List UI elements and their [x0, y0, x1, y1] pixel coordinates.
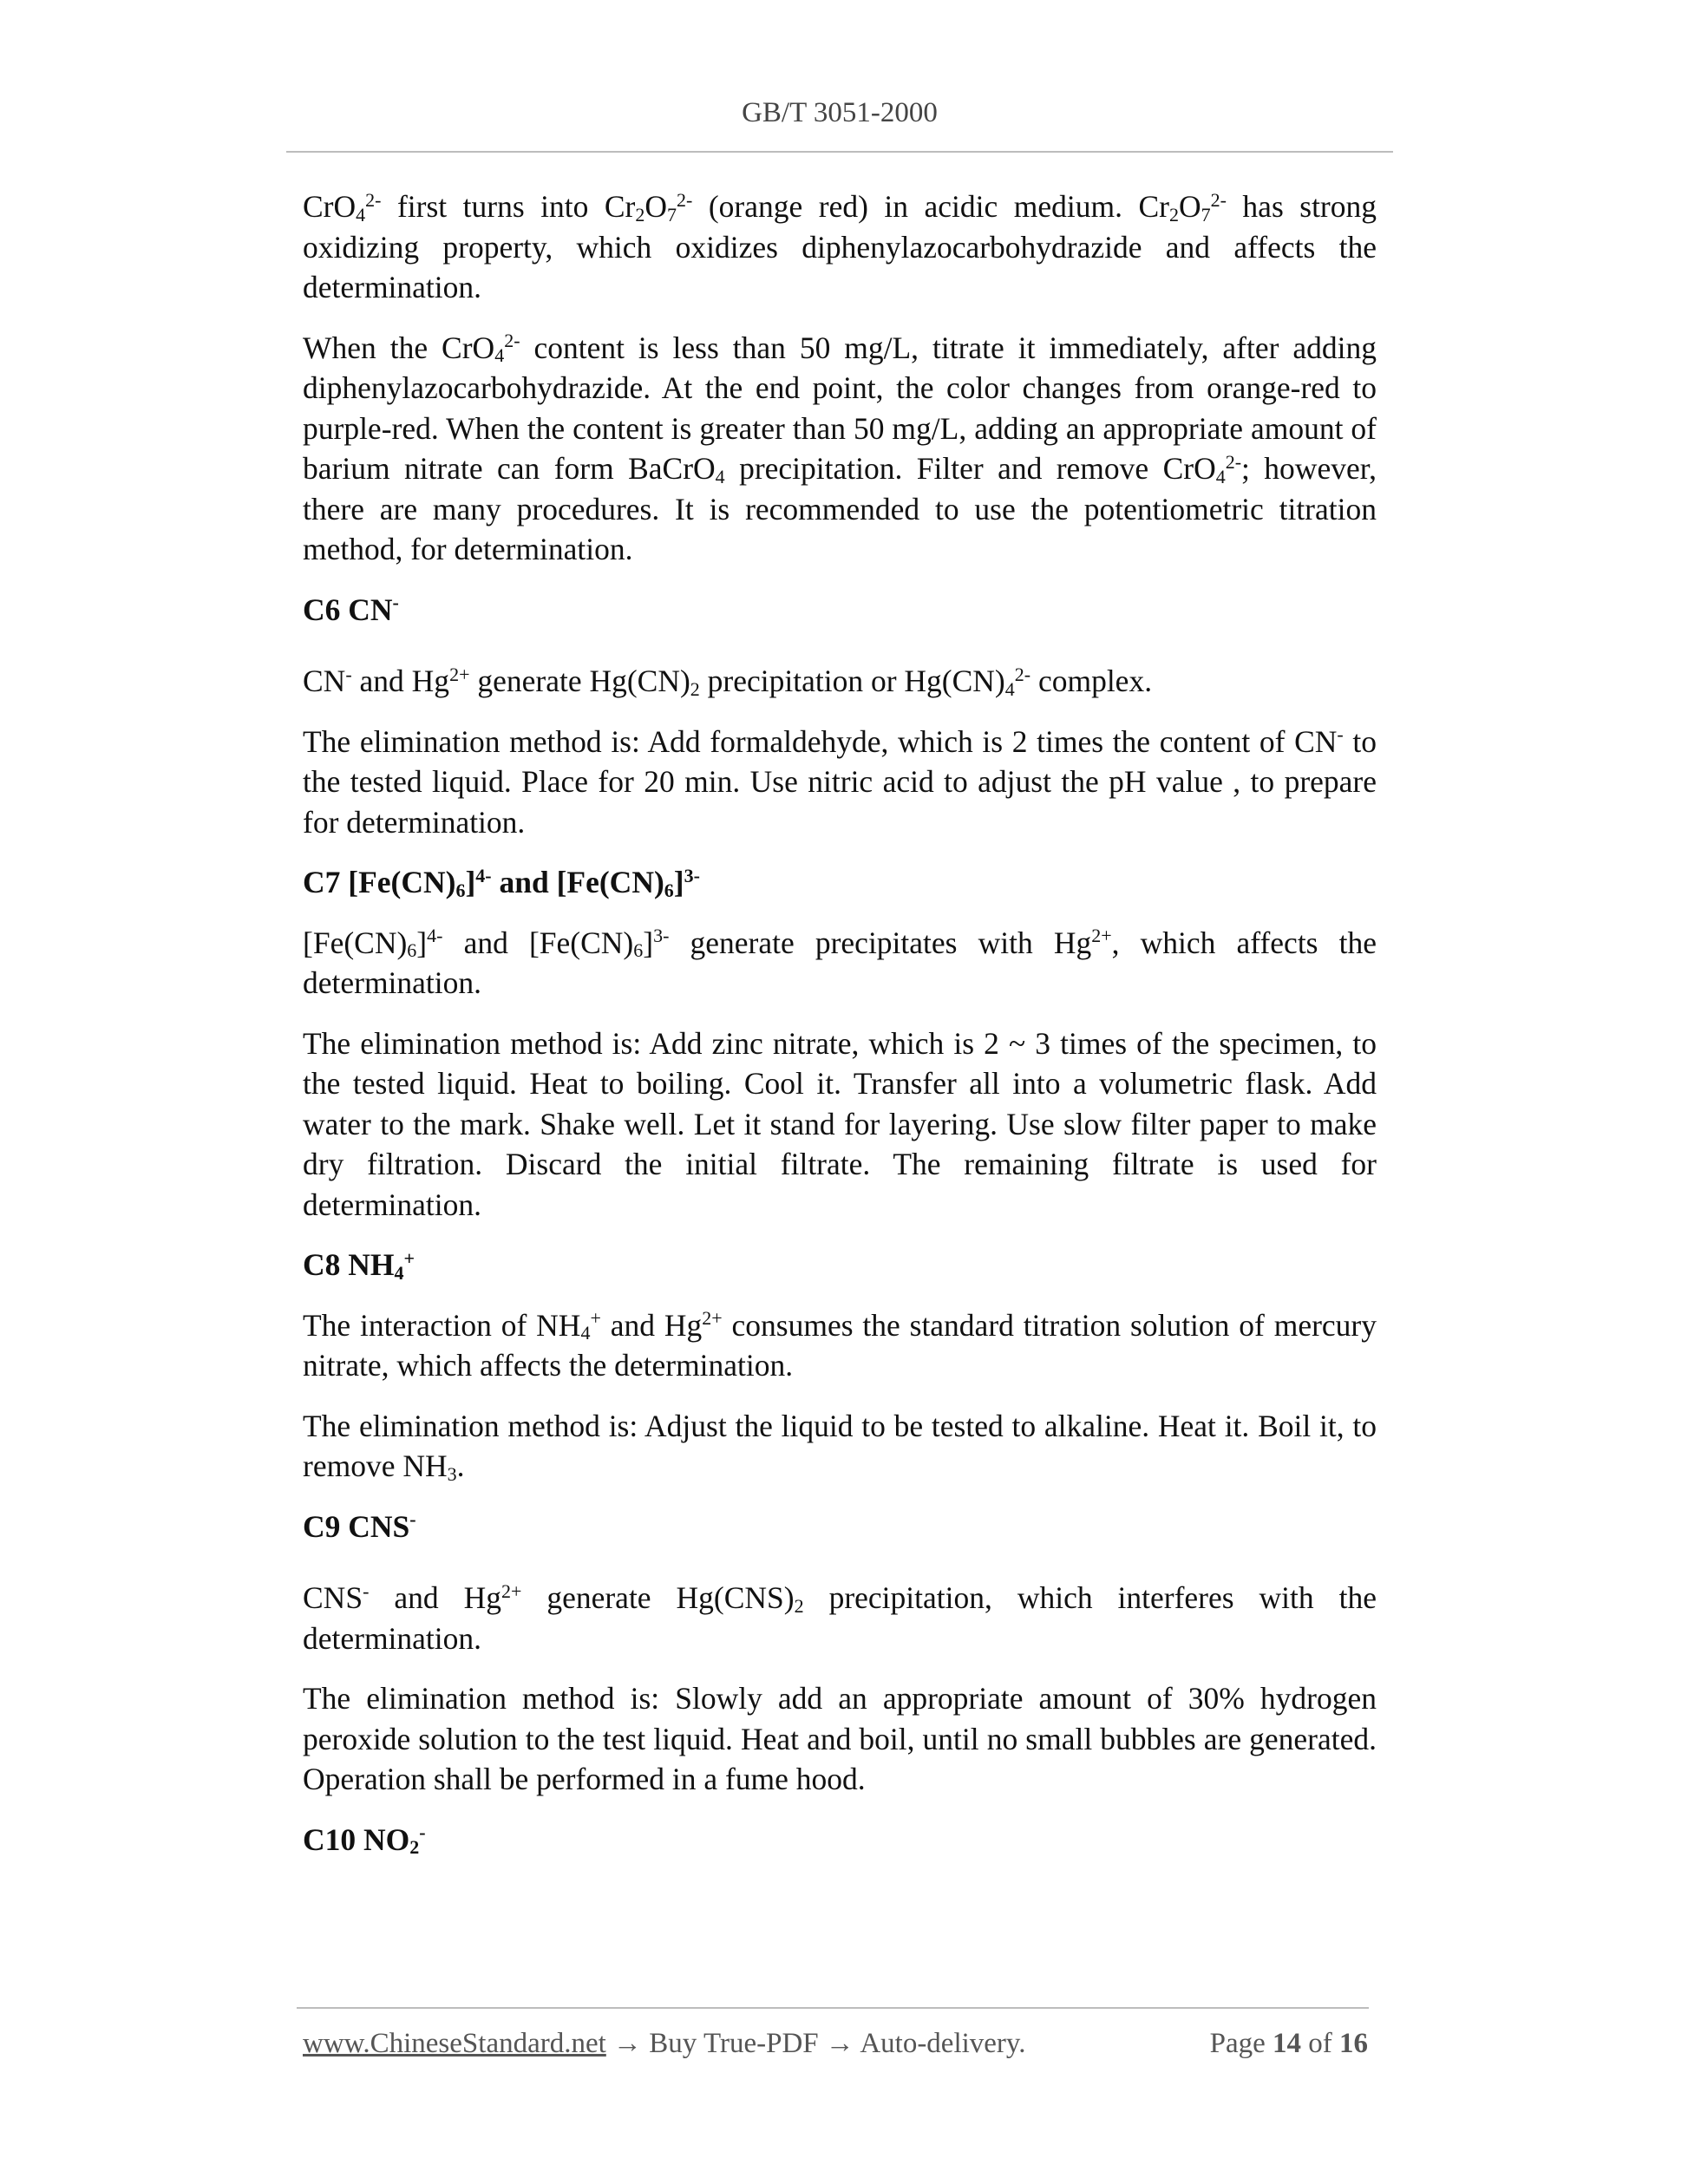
section-heading-c6: C6 CN- [303, 592, 399, 627]
buy-pdf-text: Buy True-PDF [649, 2028, 819, 2059]
total-pages: 16 [1339, 2028, 1368, 2059]
footer-divider [297, 2007, 1369, 2009]
paragraph-zinc-nitrate: The elimination method is: Add zinc nitrate, which is 2 ~ 3 times of the specimen, to the tested liquid. Heat to boiling. Cool it. Transfer all into a volumetric flask. Add water to the mark. Shake well. Let it stand for layering. Use slow filter paper to make dry filtration. Discard the initial filtrate. The remaining filtrate is used for determination. [303, 1025, 1377, 1222]
current-page: 14 [1273, 2028, 1301, 2059]
paragraph-cro4-acidic: CrO$_4^{2-}$ first turns into $Cr_2O_7^{2-}$ (orange red) in acidic medium. $Cr_2O_7^{2-}$ has strong oxidizing property, which oxidizes diphenylazocarbohydrazide and affects the determination. [303, 188, 1377, 304]
document-header [286, 97, 1393, 129]
paragraph-nh4-hg: The interaction of $NH_4^+$ and $Hg^{2+}$ consumes the standard titration solution of mercury nitrate, which affects the determination. [303, 1307, 1377, 1383]
arrow-icon: → [605, 2028, 650, 2059]
paragraph-cn-hg: CN- and $Hg^{2+}$ generate $Hg(CN)_2$ precipitation or $Hg(CN)_4^{2-}$ complex. [303, 663, 1153, 700]
page-content [303, 186, 1377, 1860]
section-heading-c7: C7 $[Fe(CN)_6]^{4-}$ and $[Fe(CN)_6]^{3-}$ [303, 864, 700, 901]
page-number [1210, 2028, 1368, 2060]
page-label: Page [1209, 2028, 1266, 2059]
paragraph-cn-elimination: The elimination method is: Add formaldehyde, which is 2 times the content of CN- to the tested liquid. Place for 20 min. Use nitric acid to adjust the pH value , to prepare for determination. [303, 723, 1377, 840]
section-heading-c10: C10 $NO_2^-$ [303, 1821, 426, 1859]
paragraph-cns-hg: CNS- and $Hg^{2+}$ generate $Hg(CNS)_2$ precipitation, which interferes with the determination. [303, 1579, 1377, 1656]
paragraph-nh3-removal: The elimination method is: Adjust the liquid to be tested to alkaline. Heat it. Boil it, to remove $NH_3$. [303, 1408, 1377, 1485]
header-title: GB/T 3051-2000 [742, 97, 938, 128]
section-heading-c9: C9 CNS- [303, 1508, 416, 1544]
arrow-icon: → [818, 2028, 860, 2059]
footer-promo [303, 2028, 1026, 2060]
header-divider [286, 151, 1393, 153]
paragraph-cro4-content: When the CrO$_4^{2-}$ content is less than 50 mg/L, titrate it immediately, after adding diphenylazocarbohydrazide. At the end point, the color changes from orange-red to purple-red. When the content is greater than 50 mg/L, adding an appropriate amount of barium nitrate can form BaCrO$_4$ precipitation. Filter and remove CrO$_4^{2-}$; however, there are many procedures. It is recommended to use the potentiometric titration method, for determination. [303, 330, 1377, 566]
paragraph-ferrocyanide: $[Fe(CN)_6]^{4-}$ and $[Fe(CN)_6]^{3-}$ generate precipitates with $Hg^{2+}$, which affects the determination. [303, 925, 1377, 1000]
website-link[interactable]: www.ChineseStandard.net [303, 2028, 606, 2059]
section-heading-c8: C8 $NH_4^+$ [303, 1246, 415, 1284]
of-label: of [1308, 2028, 1332, 2059]
auto-delivery-text: Auto-delivery. [860, 2028, 1026, 2059]
paragraph-hydrogen-peroxide: The elimination method is: Slowly add an appropriate amount of 30% hydrogen peroxide solution to the test liquid. Heat and boil, until no small bubbles are generated. Operation shall be performed in a fume hood. [303, 1681, 1377, 1796]
